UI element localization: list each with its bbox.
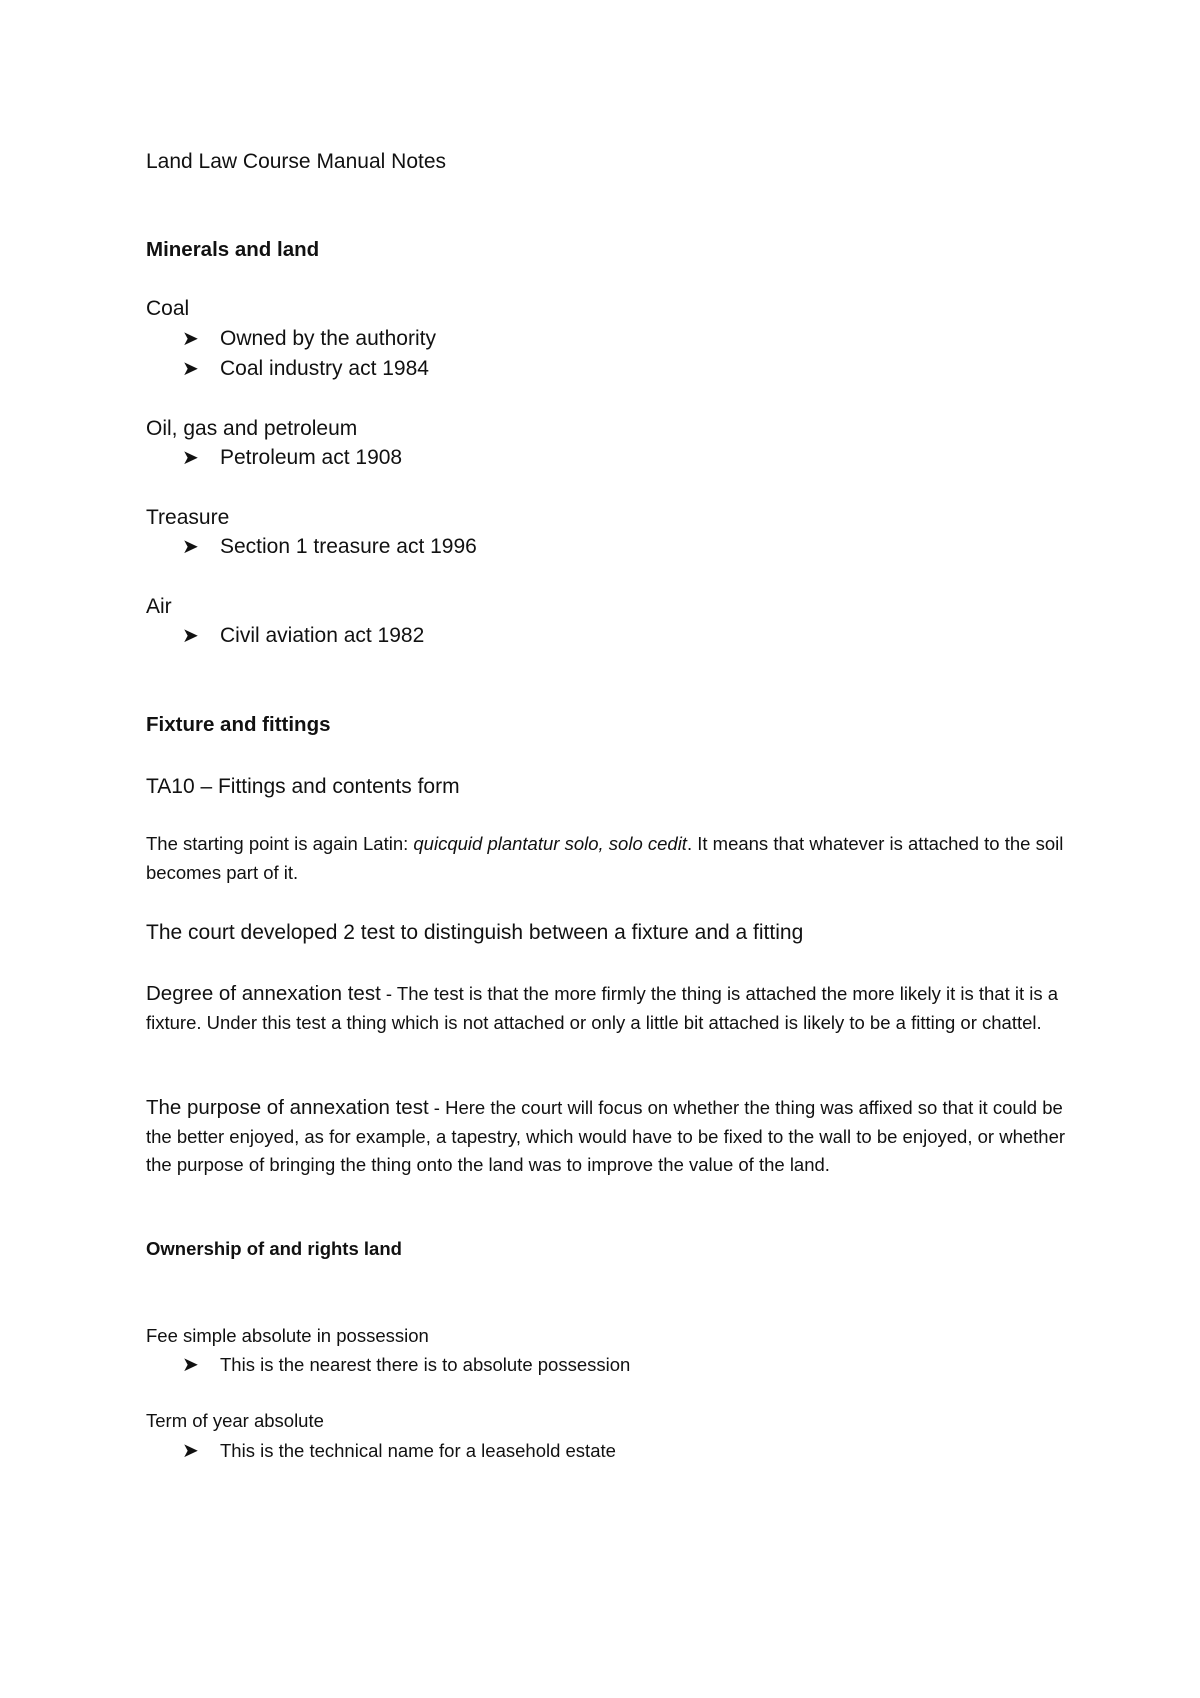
list-item: ➤ This is the technical name for a leasehold estate	[182, 1440, 616, 1462]
minerals-heading: Minerals and land	[146, 238, 320, 261]
air-label: Air	[146, 595, 172, 618]
list-item: ➤ Civil aviation act 1982	[182, 624, 425, 647]
arrow-bullet-icon: ➤	[182, 625, 199, 647]
arrow-bullet-icon: ➤	[182, 536, 199, 558]
arrow-bullet-icon: ➤	[182, 1440, 199, 1462]
purpose-of-annexation-paragraph: The purpose of annexation test - Here the court will focus on whether the thing was affixed so that it could be the better enjoyed, as for example, a tapestry, which would have to be fixed to the wall to be enjoyed, or whether the purpose of bringing the thing onto the land was to improve the value of the land.	[146, 1096, 1066, 1176]
arrow-bullet-icon: ➤	[182, 328, 199, 350]
arrow-bullet-icon: ➤	[182, 1354, 199, 1376]
latin-maxim: quicquid plantatur solo, solo cedit	[413, 833, 687, 854]
term-of-years-label: Term of year absolute	[146, 1410, 324, 1431]
starting-point-paragraph: The starting point is again Latin: quicquid plantatur solo, solo cedit. It means that whatever is attached to the soil becomes part of it.	[146, 833, 1064, 883]
ta10-form-line: TA10 – Fittings and contents form	[146, 775, 460, 798]
arrow-bullet-icon: ➤	[182, 447, 199, 469]
list-item: ➤ Owned by the authority	[182, 327, 436, 350]
purpose-test-title: The purpose of annexation test	[146, 1096, 429, 1119]
degree-test-title: Degree of annexation test	[146, 982, 381, 1005]
ownership-heading: Ownership of and rights land	[146, 1238, 402, 1259]
fixtures-heading: Fixture and fittings	[146, 713, 331, 736]
degree-of-annexation-paragraph: Degree of annexation test - The test is that the more firmly the thing is attached the more likely it is that it is a fixture. Under this test a thing which is not attached or only a little bit attached is likely to be a fitting or chattel.	[146, 982, 1059, 1033]
list-item: ➤ Petroleum act 1908	[182, 446, 403, 469]
coal-label: Coal	[146, 297, 190, 320]
document-title: Land Law Course Manual Notes	[146, 150, 447, 173]
arrow-bullet-icon: ➤	[182, 358, 199, 380]
list-item: ➤ Section 1 treasure act 1996	[182, 535, 477, 558]
list-item: ➤ This is the nearest there is to absolute possession	[182, 1354, 631, 1376]
treasure-label: Treasure	[146, 506, 230, 529]
court-tests-line: The court developed 2 test to distinguish between a fixture and a fitting	[146, 921, 804, 944]
list-item: ➤ Coal industry act 1984	[182, 357, 429, 380]
fee-simple-label: Fee simple absolute in possession	[146, 1325, 429, 1346]
oil-label: Oil, gas and petroleum	[146, 417, 358, 440]
